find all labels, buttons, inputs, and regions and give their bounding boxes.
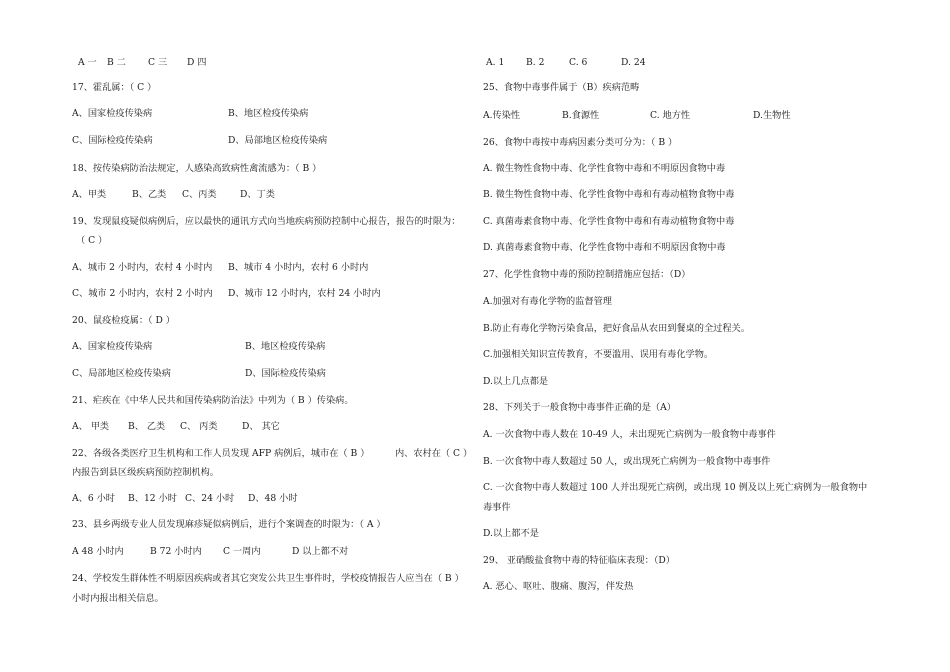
option-text: D、48 小时 [248,493,298,504]
option-text: B.食源性 [562,110,600,121]
line-text: C. 一次食物中毒人数超过 100 人并出现死亡病例，或出现 10 例及以上死亡病例为一般食物中 [483,482,868,493]
line-text: 25、食物中毒事件属于（B）疾病范畴 [483,82,640,93]
option-text: A、6 小时 [72,493,115,504]
option-text: C、丙类 [182,189,217,200]
option-text: C、局部地区检疫传染病 [72,368,171,379]
option-text: B、地区检疫传染病 [228,108,309,119]
option-text: B、地区检疫传染病 [245,341,326,352]
option-text: B、12 小时 [128,493,177,504]
option-text: B. 2 [526,57,545,68]
line-text: 小时内报出相关信息。 [72,593,164,604]
option-text: C. 地方性 [650,110,691,121]
option-text: A 一 [78,57,97,68]
line-text: 27、化学性食物中毒的预防控制措施应包括：（D） [483,269,691,280]
option-text: D、国际检疫传染病 [245,368,326,379]
line-text: A. 恶心、呕吐、腹痛、腹泻，伴发热 [483,581,634,592]
line-text: C. 真菌毒素食物中毒、化学性食物中毒和有毒动植物食物中毒 [483,216,735,227]
line-text: 23、县乡两级专业人员发现麻疹疑似病例后，进行个案调查的时限为：（ A ） [72,519,386,530]
option-text: D、局部地区检疫传染病 [228,135,328,146]
option-text: C 三 [148,57,168,68]
option-text: A、国家检疫传染病 [72,108,153,119]
option-text: D、 其它 [242,421,280,432]
option-text: D.生物性 [753,110,791,121]
option-text: A 48 小时内 [72,546,124,557]
option-text: B 二 [107,57,126,68]
line-text: 21、疟疾在《中华人民共和国传染病防治法》中列为（ B ）传染病。 [72,395,354,406]
line-text: 毒事件 [483,502,511,513]
line-text: B. 微生物性食物中毒、化学性食物中毒和有毒动植物食物中毒 [483,189,735,200]
line-text: D. 真菌毒素食物中毒、化学性食物中毒和不明原因食物中毒 [483,242,726,253]
option-text: C、 丙类 [180,421,218,432]
line-text: D.以上几点都是 [483,376,549,387]
option-text: D. 24 [621,57,646,68]
option-text: 22、各级各类医疗卫生机构和工作人员发现 AFP 病例后，城市在（ B ） [72,448,370,459]
line-text: 19、发现鼠疫疑似病例后，应以最快的通讯方式向当地疾病预防控制中心报告，报告的时限为： [72,216,461,227]
option-text: C、国际检疫传染病 [72,135,153,146]
option-text: B、城市 4 小时内，农村 6 小时内 [228,262,369,273]
line-text: A. 微生物性食物中毒、化学性食物中毒和不明原因食物中毒 [483,163,726,174]
option-text: A、国家检疫传染病 [72,341,153,352]
line-text: C.加强相关知识宣传教育，不要滥用、误用有毒化学物。 [483,349,714,360]
option-text: C、城市 2 小时内，农村 2 小时内 [72,288,213,299]
line-text: 29、 亚硝酸盐食物中毒的特征临床表现：（D） [483,555,675,566]
line-text: 18、按传染病防治法规定，人感染高致病性禽流感为：（ B ） [72,163,322,174]
option-text: A. 1 [486,57,505,68]
line-text: 17、霍乱属：（ C ） [72,82,157,93]
line-text: 26、食物中毒按中毒病因素分类可分为：（ B ） [483,137,678,148]
option-text: D 四 [187,57,207,68]
line-text: 24、学校发生群体性不明原因疾病或者其它突发公共卫生事件时，学校疫情报告人应当在（ B ） [72,573,464,584]
option-text: D 以上都不对 [292,546,349,557]
line-text: D.以上都不是 [483,528,539,539]
line-text: 20、鼠疫检疫属：（ D ） [72,315,175,326]
option-text: 内、农村在（ C ） [395,448,473,459]
option-text: D、城市 12 小时内，农村 24 小时内 [228,288,381,299]
line-text: A. 一次食物中毒人数在 10-49 人，未出现死亡病例为一般食物中毒事件 [483,429,776,440]
option-text: D、丁类 [240,189,275,200]
option-text: B、乙类 [132,189,167,200]
option-text: B 72 小时内 [150,546,202,557]
option-text: A、 甲类 [72,421,110,432]
line-text: 28、下列关于一般食物中毒事件正确的是（A） [483,402,676,413]
option-text: C 一周内 [223,546,261,557]
option-text: A、甲类 [72,189,107,200]
line-text: B. 一次食物中毒人数超过 50 人，或出现死亡病例为一般食物中毒事件 [483,456,771,467]
option-text: B、 乙类 [128,421,166,432]
option-text: C、24 小时 [185,493,235,504]
line-text: 内报告到县区级疾病预防控制机构。 [72,467,219,478]
option-text: A、城市 2 小时内，农村 4 小时内 [72,262,213,273]
line-text: （ C ） [76,235,108,246]
line-text: B.防止有毒化学物污染食品，把好食品从农田到餐桌的全过程关。 [483,323,750,334]
line-text: A.加强对有毒化学物的监督管理 [483,296,612,307]
option-text: C. 6 [569,57,588,68]
option-text: A.传染性 [483,110,521,121]
